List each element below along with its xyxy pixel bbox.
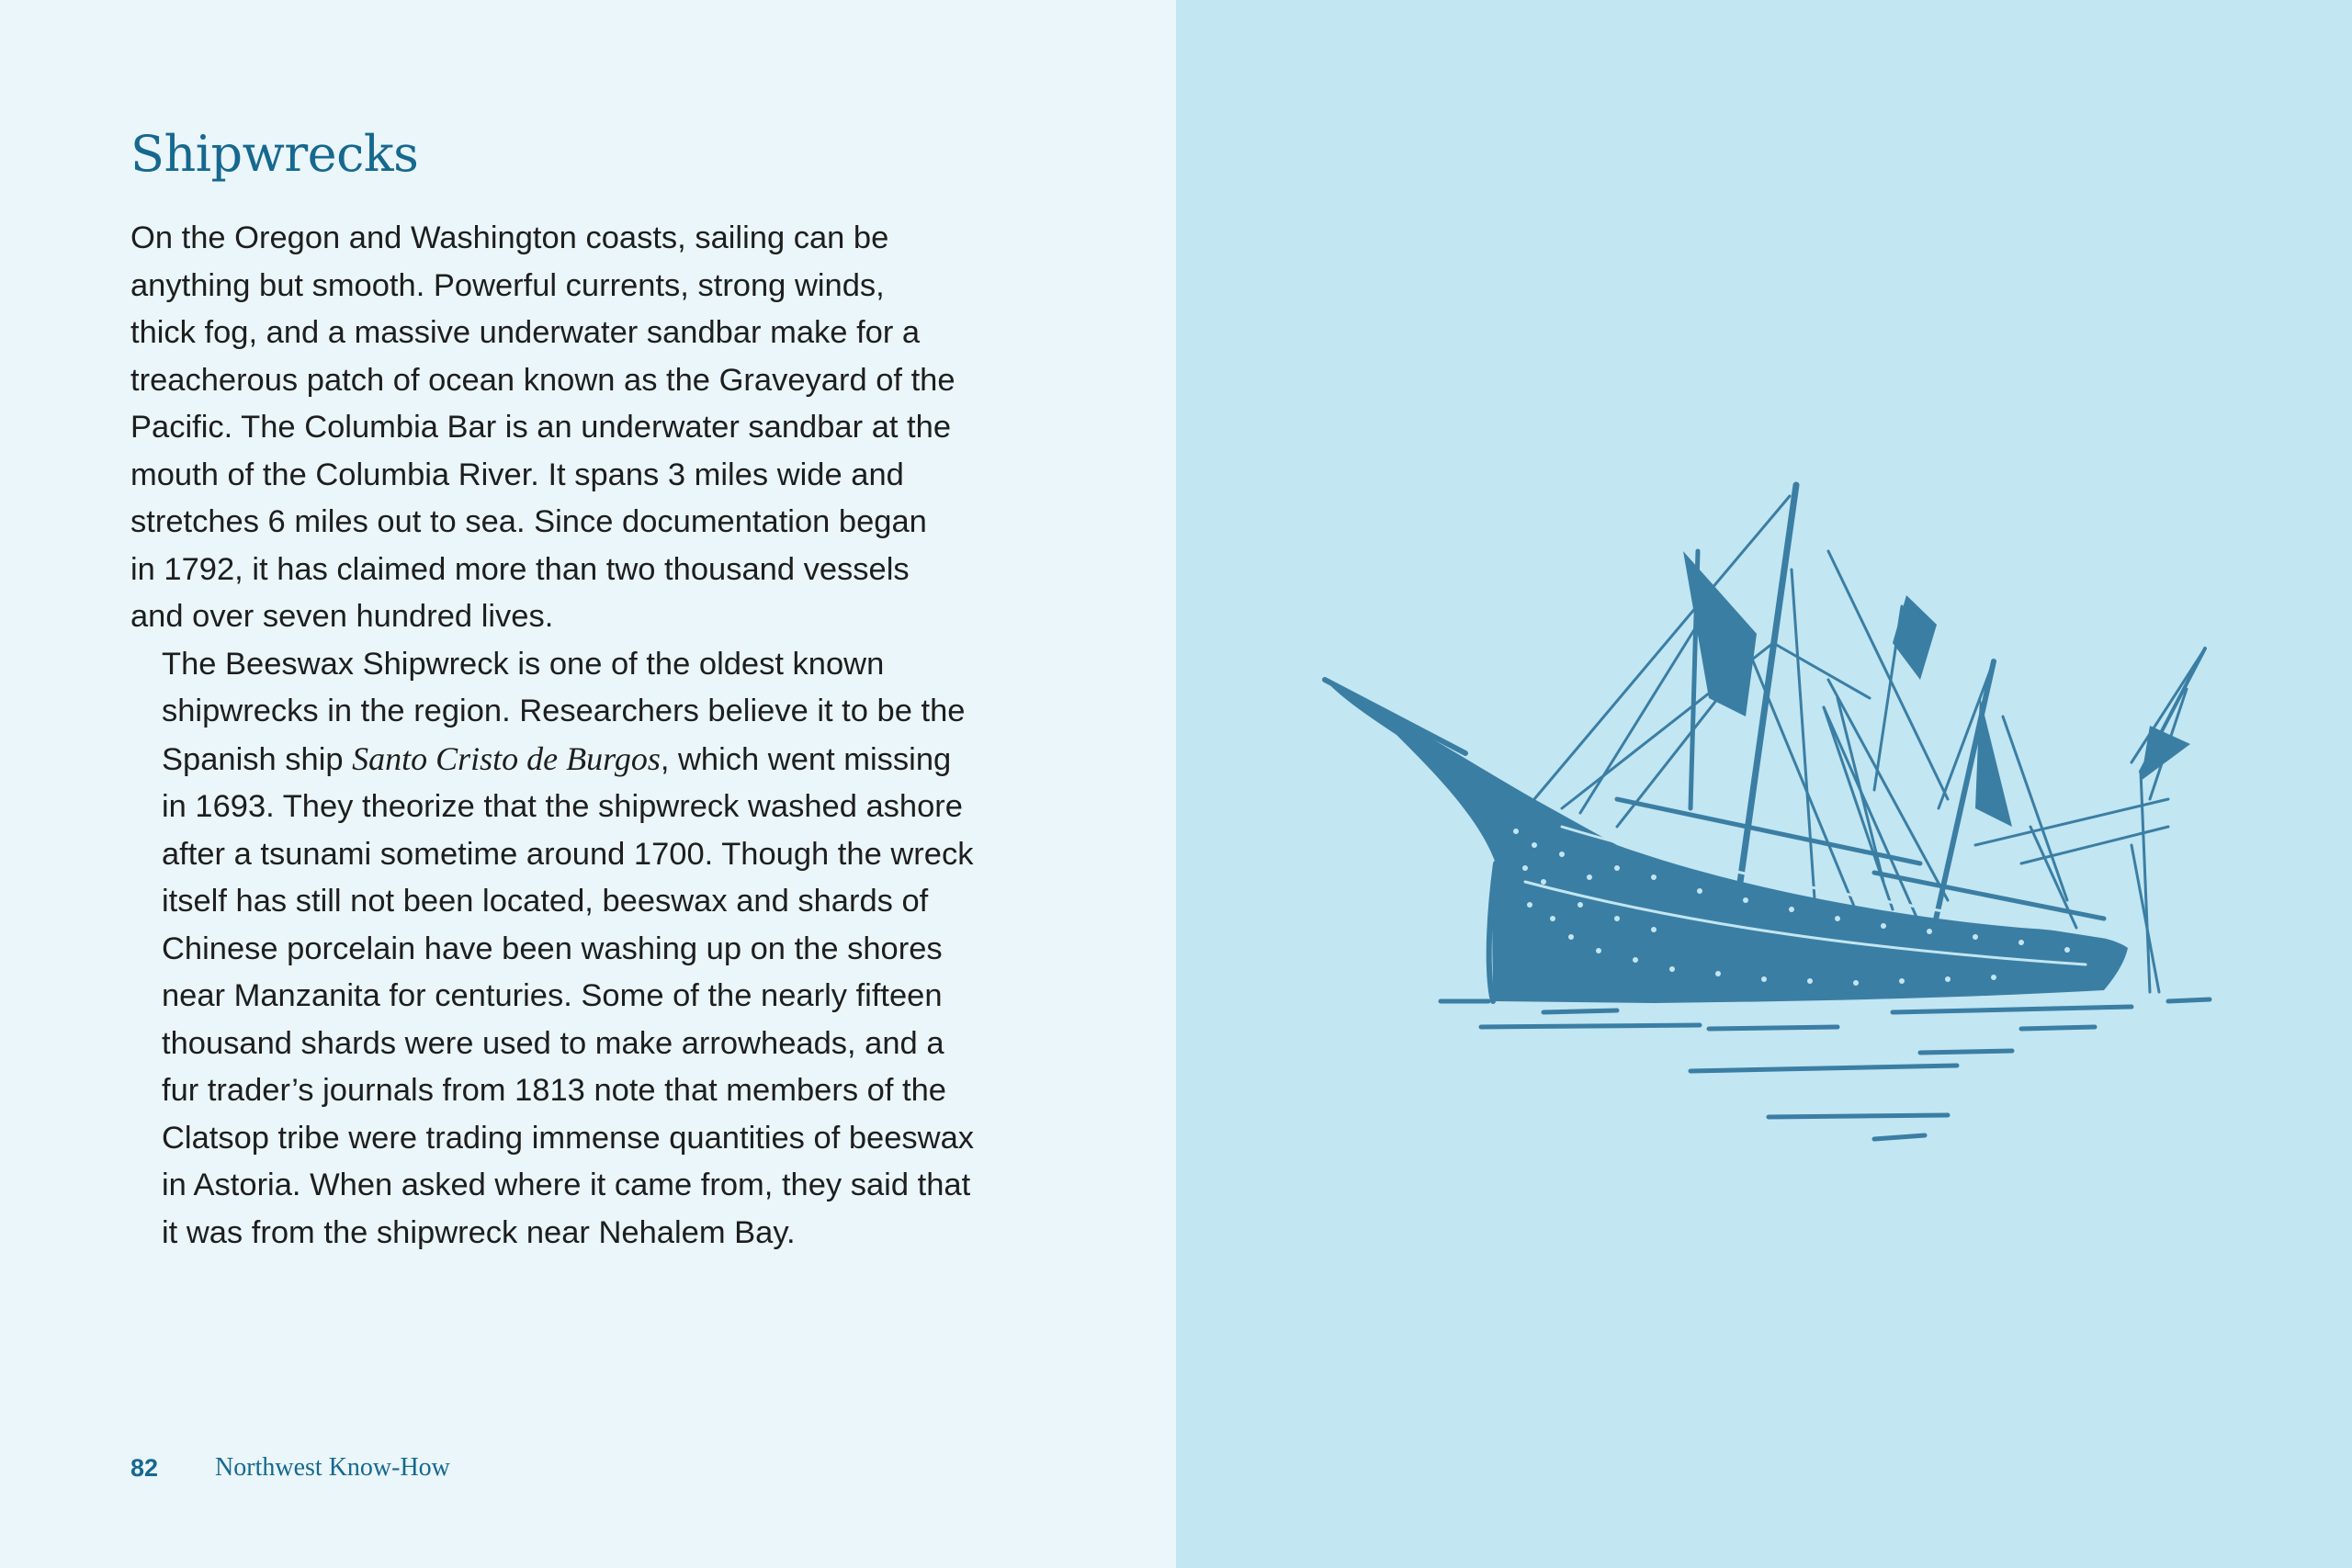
hull-dot <box>1614 916 1620 921</box>
text-line: in 1792, it has claimed more than two thousand vessels <box>130 551 910 587</box>
hull-dot <box>1651 874 1657 880</box>
hull-dot <box>2064 947 2070 953</box>
water-line <box>1920 1051 2012 1053</box>
water-line <box>1690 1066 1957 1071</box>
text-line: Chinese porcelain have been washing up on the shores <box>162 931 943 966</box>
rigging <box>1838 698 1883 882</box>
text-line-with-ship-name <box>130 736 976 784</box>
hull-dot <box>1614 865 1620 871</box>
text-line: The Beeswax Shipwreck is one of the oldest known <box>162 646 885 682</box>
hull-dot <box>1927 929 1932 934</box>
hull-dot <box>1577 902 1583 908</box>
text-fragment: , which went missing <box>660 741 952 777</box>
text-line: itself has still not been located, beeswax and shards of <box>162 884 929 919</box>
rigging <box>2030 827 2076 928</box>
rigging <box>1828 680 1948 900</box>
text-line: anything but smooth. Powerful currents, strong winds, <box>130 267 885 303</box>
hull-dot <box>1568 934 1574 940</box>
hull-dot <box>1527 902 1532 908</box>
hull-dot <box>1881 923 1886 929</box>
sail <box>1893 595 1937 680</box>
text-line: mouth of the Columbia River. It spans 3 miles wide and <box>130 457 904 492</box>
page-number: 82 <box>130 1453 159 1482</box>
water-line <box>2021 1027 2095 1029</box>
text-line: Pacific. The Columbia Bar is an underwater sandbar at the <box>130 410 952 445</box>
sail <box>1975 696 2012 827</box>
text-line: in Astoria. When asked where it came from, they said that <box>162 1168 971 1202</box>
water-line <box>2168 999 2210 1001</box>
hull-dot <box>1945 976 1951 982</box>
paragraph-2 <box>130 641 976 1258</box>
text-line: it was from the shipwreck near Nehalem Bay. <box>162 1214 796 1250</box>
hull-dot <box>1550 916 1555 921</box>
water-line <box>1481 1025 1700 1027</box>
water-line <box>1874 1135 1925 1139</box>
rigging <box>1828 551 1948 799</box>
text-line: On the Oregon and Washington coasts, sailing can be <box>130 220 889 255</box>
hull-dot <box>1835 916 1840 921</box>
text-line: near Manzanita for centuries. Some of the nearly fifteen <box>162 978 943 1013</box>
text-line: shipwrecks in the region. Researchers believe it to be the <box>162 694 966 728</box>
text-line: and over seven hundred lives. <box>130 599 554 634</box>
text-line: Clatsop tribe were trading immense quantities of beeswax <box>162 1120 975 1156</box>
paragraph-1 <box>130 215 976 641</box>
hull-dot <box>1761 976 1767 982</box>
text-line: treacherous patch of ocean known as the Graveyard of the <box>130 362 956 398</box>
hull-dot <box>1743 897 1748 903</box>
body-text <box>130 215 976 1257</box>
ship-name-italic: Santo Cristo de Burgos <box>352 739 661 777</box>
hull-dot <box>1587 874 1592 880</box>
hull-dot <box>1697 888 1702 894</box>
hull-dot <box>1559 852 1565 857</box>
hull-dot <box>1669 966 1675 972</box>
page-footer <box>130 1450 450 1486</box>
water-line <box>1893 1007 2132 1012</box>
hull-dot <box>1651 927 1657 932</box>
hull-dot <box>1633 957 1638 963</box>
text-line: thousand shards were used to make arrowheads, and a <box>162 1025 944 1061</box>
running-title: Northwest Know-How <box>215 1453 450 1482</box>
hull-dot <box>1541 879 1546 885</box>
hull-dot <box>1807 978 1813 984</box>
hull-dot <box>1991 975 1996 980</box>
text-line: after a tsunami sometime around 1700. Though the wreck <box>162 836 974 872</box>
hull-dot <box>2018 940 2024 945</box>
page-title: Shipwrecks <box>130 125 419 183</box>
rigging <box>1562 643 1773 808</box>
hull-dot <box>1973 934 1978 940</box>
sinking-ship-illustration <box>1305 459 2242 1176</box>
text-line: fur trader’s journals from 1813 note that members of the <box>162 1073 946 1108</box>
hull-dot <box>1853 980 1859 986</box>
bowsprit <box>1325 680 1465 753</box>
text-line: stretches 6 miles out to sea. Since documentation began <box>130 504 927 539</box>
water-line <box>1709 1027 1838 1029</box>
hull-dot <box>1532 842 1537 848</box>
text-line: in 1693. They theorize that the shipwreck washed ashore <box>162 789 963 824</box>
text-fragment: Spanish ship <box>162 741 353 777</box>
water-line <box>1544 1010 1617 1012</box>
rigging <box>1773 643 1870 698</box>
rigging <box>1617 698 1718 827</box>
rigging <box>2003 716 2067 900</box>
hull-dot <box>1522 865 1528 871</box>
hull-dot <box>1899 978 1905 984</box>
hull-dot <box>1715 971 1721 976</box>
hull-dot <box>1596 948 1601 953</box>
hull-dot <box>1789 907 1794 912</box>
water-line <box>1769 1115 1948 1117</box>
text-line: thick fog, and a massive underwater sandbar make for a <box>130 315 921 350</box>
hull-dot <box>1513 829 1519 834</box>
